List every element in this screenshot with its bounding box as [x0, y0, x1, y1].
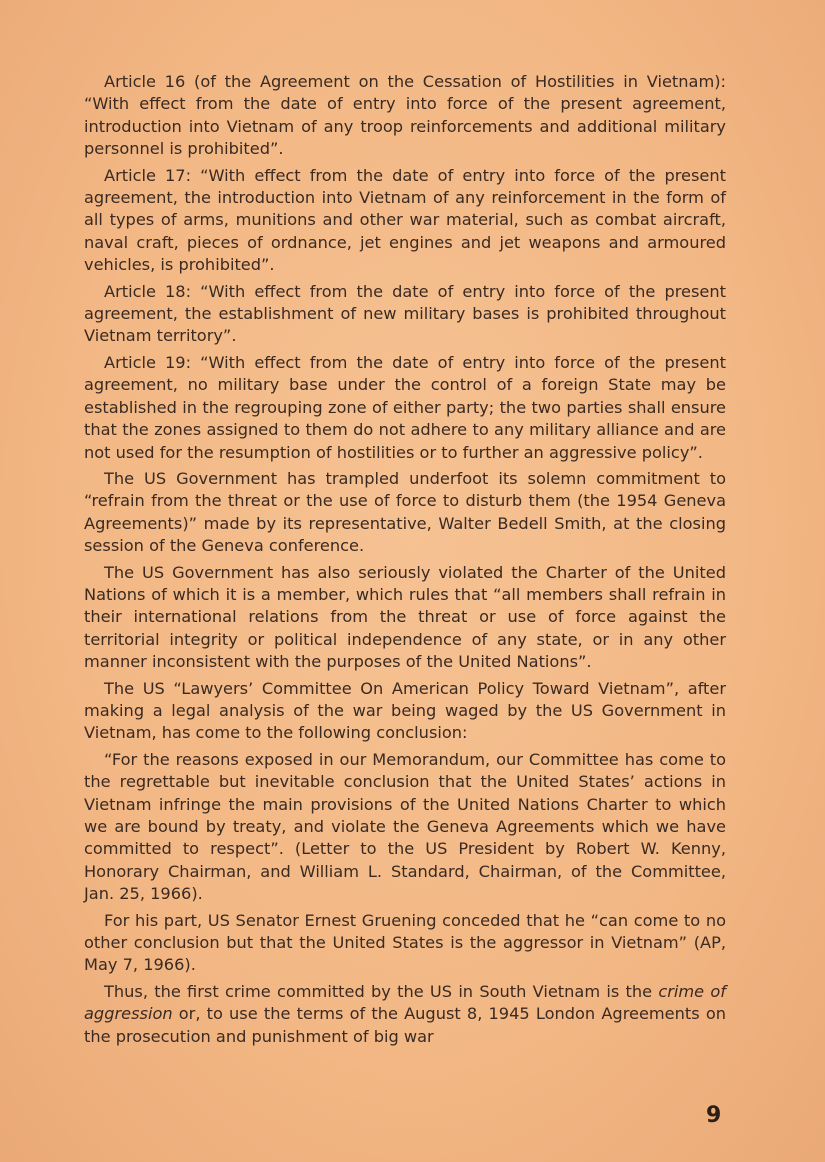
paragraph-article-16: Article 16 (of the Agreement on the Cessation of Hostilities in Vietnam): “With effect from the date of entry into force of the present agreement, introduction into Vietnam of any troop reinforcements and additional military personnel is prohibited”. — [84, 72, 726, 159]
paragraph-un-charter: The US Government has also seriously violated the Charter of the United Nations of which it is a member, which rules that “all members shall refrain in their international relations from the threat or use of force against the territorial integrity or political independence of any state, or in any other manner inconsistent with the purposes of the United Nations”. — [84, 562, 726, 672]
paragraph-us-government-commitment: The US Government has trampled underfoot its solemn commitment to “refrain from the threat or the use of force to disturb them (the 1954 Geneva Agreements)” made by its representative, Walter Bedell Smith, at the closing session of the Geneva conference. — [84, 468, 726, 556]
paragraph-article-19: Article 19: “With effect from the date of entry into force of the present agreement, no military base under the control of a foreign State may be established in the regrouping zone of either party; the two parties shall ensure that the zones assigned to them do not adhere to any military alliance and are not used for the resumption of hostilities or to further an aggressive policy”. — [84, 352, 726, 462]
paragraph-text-before: Thus, the first crime committed by the US in South Vietnam is the — [104, 981, 659, 1001]
paragraph-committee-quote: “For the reasons exposed in our Memorandum, our Committee has come to the regrettable but inevitable conclusion that the United States’ actions in Vietnam infringe the main provisions of the United Nations Charter to which we are bound by treaty, and violate the Geneva Agreements which we have committed to respect”. (Letter to the US President by Robert W. Kenny, Honorary Chairman, and William L. Standard, Chairman, of the Committee, Jan. 25, 1966). — [84, 749, 726, 904]
document-body — [84, 71, 726, 1052]
paragraph-senator-gruening: For his part, US Senator Ernest Gruening conceded that he “can come to no other conclusion but that the United States is the aggressor in Vietnam” (AP, May 7, 1966). — [84, 910, 726, 975]
paragraph-text-after: or, to use the terms of the August 8, 1945 London Agreements on the prosecution and punishment of big war — [84, 1004, 726, 1046]
paragraph-crime-of-aggression — [84, 981, 726, 1048]
page-number: 9 — [706, 1103, 722, 1128]
paragraph-article-18: Article 18: “With effect from the date of entry into force of the present agreement, the establishment of new military bases is prohibited throughout Vietnam territory”. — [84, 281, 726, 346]
paragraph-lawyers-committee: The US “Lawyers’ Committee On American Policy Toward Vietnam”, after making a legal analysis of the war being waged by the US Government in Vietnam, has come to the following conclusion: — [84, 678, 726, 743]
paragraph-article-17: Article 17: “With effect from the date of entry into force of the present agreement, the introduction into Vietnam of any reinforcement in the form of all types of arms, munitions and other war material, such as combat aircraft, naval craft, pieces of ordnance, jet engines and jet weapons and armoured vehicles, is prohibited”. — [84, 165, 726, 275]
emphasis-crime-of-aggression: crime of aggression — [84, 981, 726, 1024]
